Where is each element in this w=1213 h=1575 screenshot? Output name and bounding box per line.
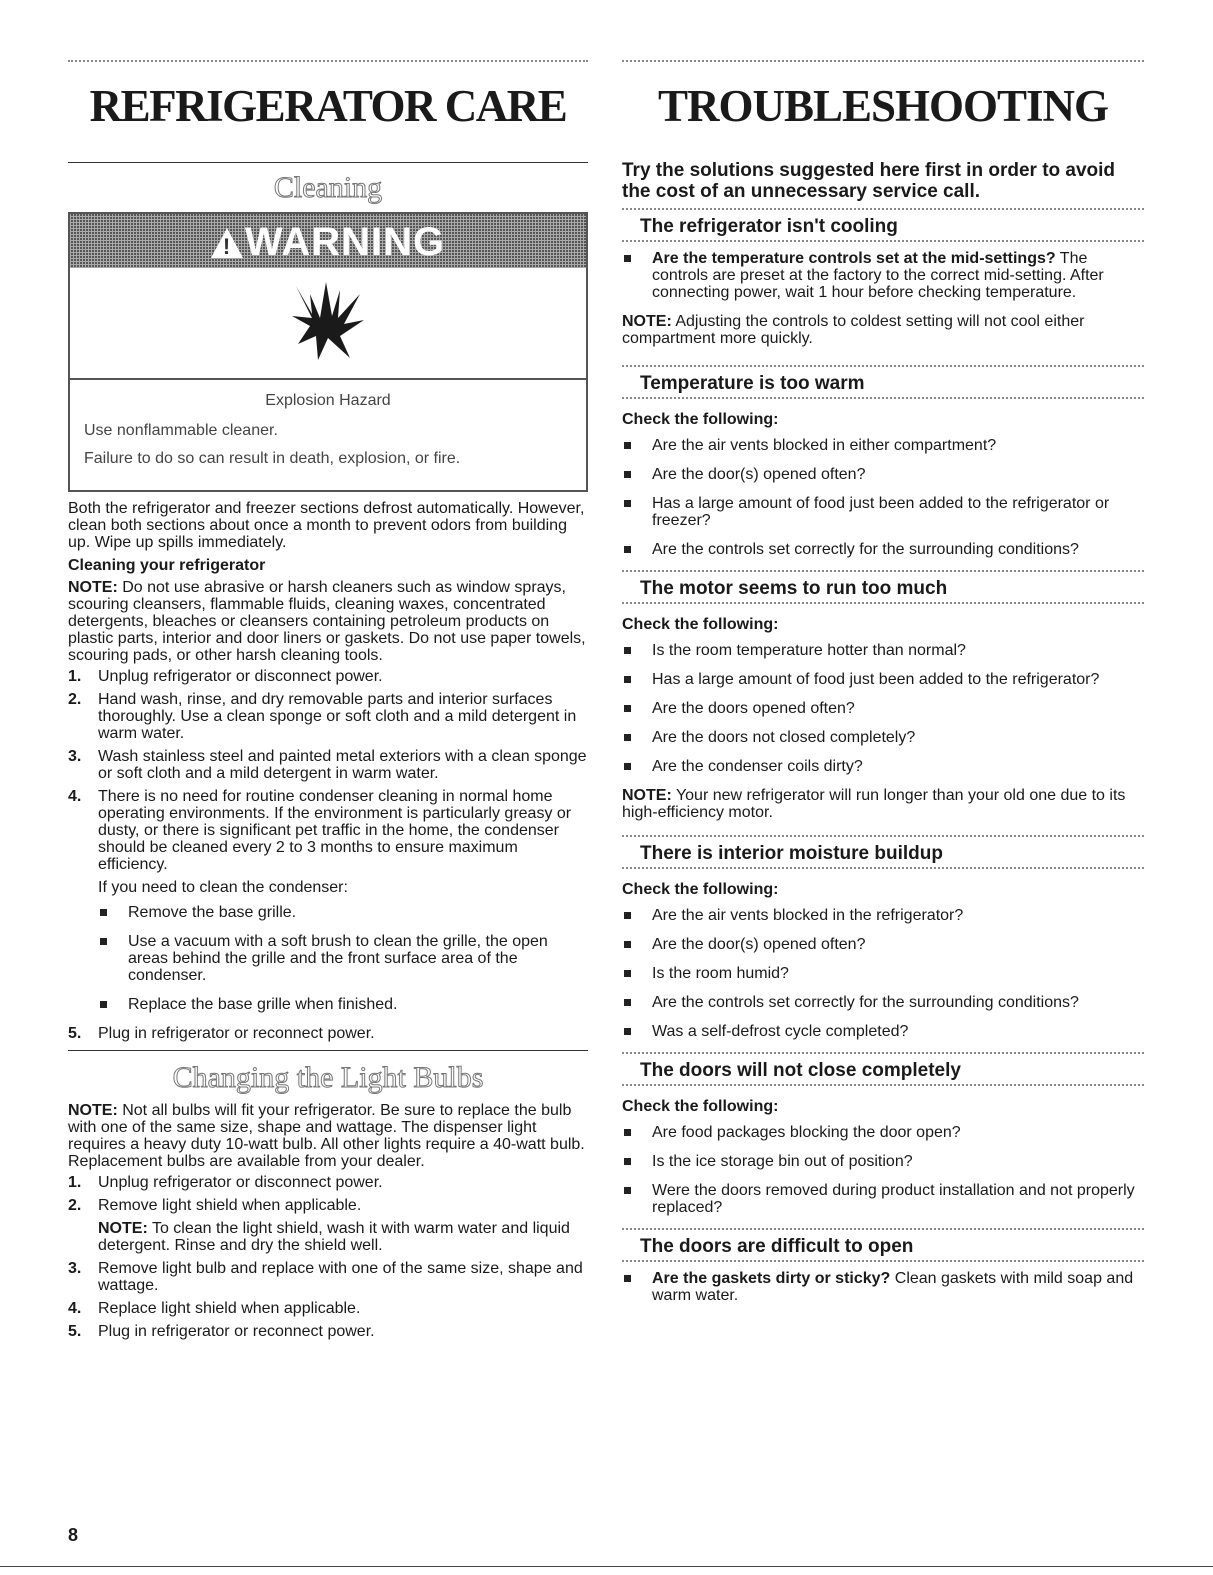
list-item: 1. Unplug refrigerator or disconnect power.	[68, 1173, 383, 1191]
list-item: Are the door(s) opened often?	[622, 466, 1144, 483]
list-item: 5. Plug in refrigerator or reconnect power.	[68, 1024, 375, 1042]
list-item: Is the ice storage bin out of position?	[622, 1153, 1144, 1170]
list-item: 3. Wash stainless steel and painted metal exteriors with a clean sponge or soft cloth and a mild detergent in warm water.	[68, 747, 587, 782]
warning-word: WARNING	[244, 219, 446, 264]
bottom-rule	[0, 1566, 1213, 1567]
page-number: 8	[68, 1525, 79, 1545]
list-item: Are the doors opened often?	[622, 700, 1144, 717]
refrigerator-care-title: REFRIGERATOR CARE	[89, 81, 567, 131]
hazard-line-2: Failure to do so can result in death, explosion, or fire.	[84, 449, 461, 467]
list-item: Are the door(s) opened often?	[622, 936, 1144, 953]
section-not-cooling: The refrigerator isn't cooling Are the temperature controls set at the mid-settings? The controls are preset at the factory to the correct mid-setting. After connecting power, wait 1 hour before checking temperature. NOTE: Adjusting the controls to coldest setting will not cool either compartment more quickly.	[622, 208, 1144, 347]
section-motor: The motor seems to run too much Check the following: Is the room temperature hotter than normal? Has a large amount of food just been added to the refrigerator? Are the doors opened often? Are the doors not closed completely? Are the condenser coils dirty? NOTE: Your new refrigerator will run longer than your old one due to its high-efficiency motor.	[622, 570, 1144, 821]
section-doors-not-close: The doors will not close completely Check the following: Are food packages blocking the door open? Is the ice storage bin out of position? Were the doors removed during product installation and not properly replaced?	[622, 1052, 1144, 1216]
cleaning-heading: Cleaning your refrigerator	[68, 556, 266, 574]
section-too-warm: Temperature is too warm Check the following: Are the air vents blocked in either compartment? Are the door(s) opened often? Has a large amount of food just been added to the refrigerator or freezer? Are the controls set correctly for the surrounding conditions?	[622, 365, 1144, 558]
list-item: 2. Remove light shield when applicable. NOTE: To clean the light shield, wash it with warm water and liquid detergent. Rinse and dry the shield well.	[68, 1196, 570, 1254]
list-item: 4. There is no need for routine condenser cleaning in normal home operating environments. If the environment is particularly greasy or dusty, or there is significant pet traffic in the home, the condenser should be cleaned every 2 to 3 months to ensure maximum efficiency. If you need to clean the condenser: Remove the base grille. Use a vacuum with a soft brush to clean the grille, the open areas behind the grille and the front surface area of the condenser. Replace the base grille when finished.	[68, 788, 588, 1013]
hazard-line-1: Use nonflammable cleaner.	[84, 421, 278, 439]
list-item: Is the room humid?	[622, 965, 1144, 982]
warning-triangle-icon	[211, 228, 243, 258]
title-rule	[68, 162, 588, 163]
bulb-steps	[68, 1174, 588, 1340]
list-item: Replace the base grille when finished.	[98, 996, 588, 1013]
troubleshooting-title: TROUBLESHOOTING	[657, 81, 1109, 131]
troubleshooting-column	[622, 60, 1144, 1316]
list-item: Has a large amount of food just been added to the refrigerator or freezer?	[622, 495, 1144, 529]
list-item: 5. Plug in refrigerator or reconnect power.	[68, 1322, 375, 1340]
hazard-title: Explosion Hazard	[265, 391, 391, 409]
section-heading: The refrigerator isn't cooling	[640, 215, 898, 237]
section-heading: The motor seems to run too much	[640, 577, 948, 599]
section-heading: Temperature is too warm	[640, 372, 865, 394]
list-item: Remove the base grille.	[98, 904, 588, 921]
section-heading: The doors will not close completely	[640, 1059, 961, 1081]
top-dotted-rule	[68, 60, 588, 62]
list-item: Has a large amount of food just been added to the refrigerator?	[622, 671, 1144, 688]
section-heading: There is interior moisture buildup	[640, 842, 943, 864]
list-item: Is the room temperature hotter than normal?	[622, 642, 1144, 659]
list-item: Are the gaskets dirty or sticky? Clean gaskets with mild soap and warm water.	[622, 1270, 1144, 1304]
list-item: 3. Remove light bulb and replace with one of the same size, shape and wattage.	[68, 1259, 583, 1294]
section-moisture: There is interior moisture buildup Check the following: Are the air vents blocked in the refrigerator? Are the door(s) opened often? Is the room humid? Are the controls set correctly for the surrounding conditions? Was a self-defrost cycle completed?	[622, 835, 1144, 1040]
cleaning-title: Cleaning	[273, 170, 383, 204]
bulbs-note: NOTE: Not all bulbs will fit your refrigerator. Be sure to replace the bulb with one of the same size, shape and wattage. The dispenser light requires a heavy duty 10-watt bulb. All other lights require a 40-watt bulb. Replacement bulbs are available from your dealer.	[68, 1101, 585, 1170]
list-item: Are the controls set correctly for the surrounding conditions?	[622, 994, 1144, 1011]
list-item: Were the doors removed during product installation and not properly replaced?	[622, 1182, 1144, 1216]
list-item: Was a self-defrost cycle completed?	[622, 1023, 1144, 1040]
list-item: Are the condenser coils dirty?	[622, 758, 1144, 775]
list-item: Are the air vents blocked in either compartment?	[622, 437, 1144, 454]
warning-box	[68, 212, 588, 492]
section-doors-difficult	[622, 1228, 1144, 1304]
refrigerator-care-column	[68, 60, 588, 1346]
list-item: Use a vacuum with a soft brush to clean the grille, the open areas behind the grille and the front surface area of the condenser.	[98, 933, 588, 984]
top-dotted-rule	[622, 60, 1144, 62]
list-item: Are food packages blocking the door open?	[622, 1124, 1144, 1141]
section-heading: The doors are difficult to open	[640, 1235, 914, 1257]
list-item: Are the doors not closed completely?	[622, 729, 1144, 746]
list-item: 4. Replace light shield when applicable.	[68, 1299, 361, 1317]
bulbs-title: Changing the Light Bulbs	[172, 1060, 484, 1094]
list-item: 2. Hand wash, rinse, and dry removable parts and interior surfaces thoroughly. Use a clean sponge or soft cloth and a mild detergent in warm water.	[68, 690, 577, 742]
list-item: Are the air vents blocked in the refrigerator?	[622, 907, 1144, 924]
explosion-icon	[288, 280, 368, 362]
cleaning-intro: Both the refrigerator and freezer sections defrost automatically. However, clean both sections about once a month to prevent odors from building up. Wipe up spills immediately.	[68, 499, 585, 551]
cleaning-note: NOTE: Do not use abrasive or harsh cleaners such as window sprays, scouring cleansers, flammable fluids, cleaning waxes, concentrated detergents, bleaches or cleansers containing petroleum products on plastic parts, interior and door liners or gaskets. Do not use paper towels, scouring pads, or other harsh cleaning tools.	[68, 578, 586, 664]
section-rule	[68, 1050, 588, 1051]
cleaning-steps	[68, 668, 588, 1042]
warning-banner	[70, 214, 586, 268]
list-item: Are the temperature controls set at the mid-settings? The controls are preset at the factory to the correct mid-setting. After connecting power, wait 1 hour before checking temperature.	[622, 250, 1144, 301]
list-item: 1. Unplug refrigerator or disconnect power.	[68, 667, 383, 685]
list-item: Are the controls set correctly for the surrounding conditions?	[622, 541, 1144, 558]
troubleshooting-intro: Try the solutions suggested here first in order to avoid the cost of an unnecessary service call.	[622, 159, 1116, 202]
